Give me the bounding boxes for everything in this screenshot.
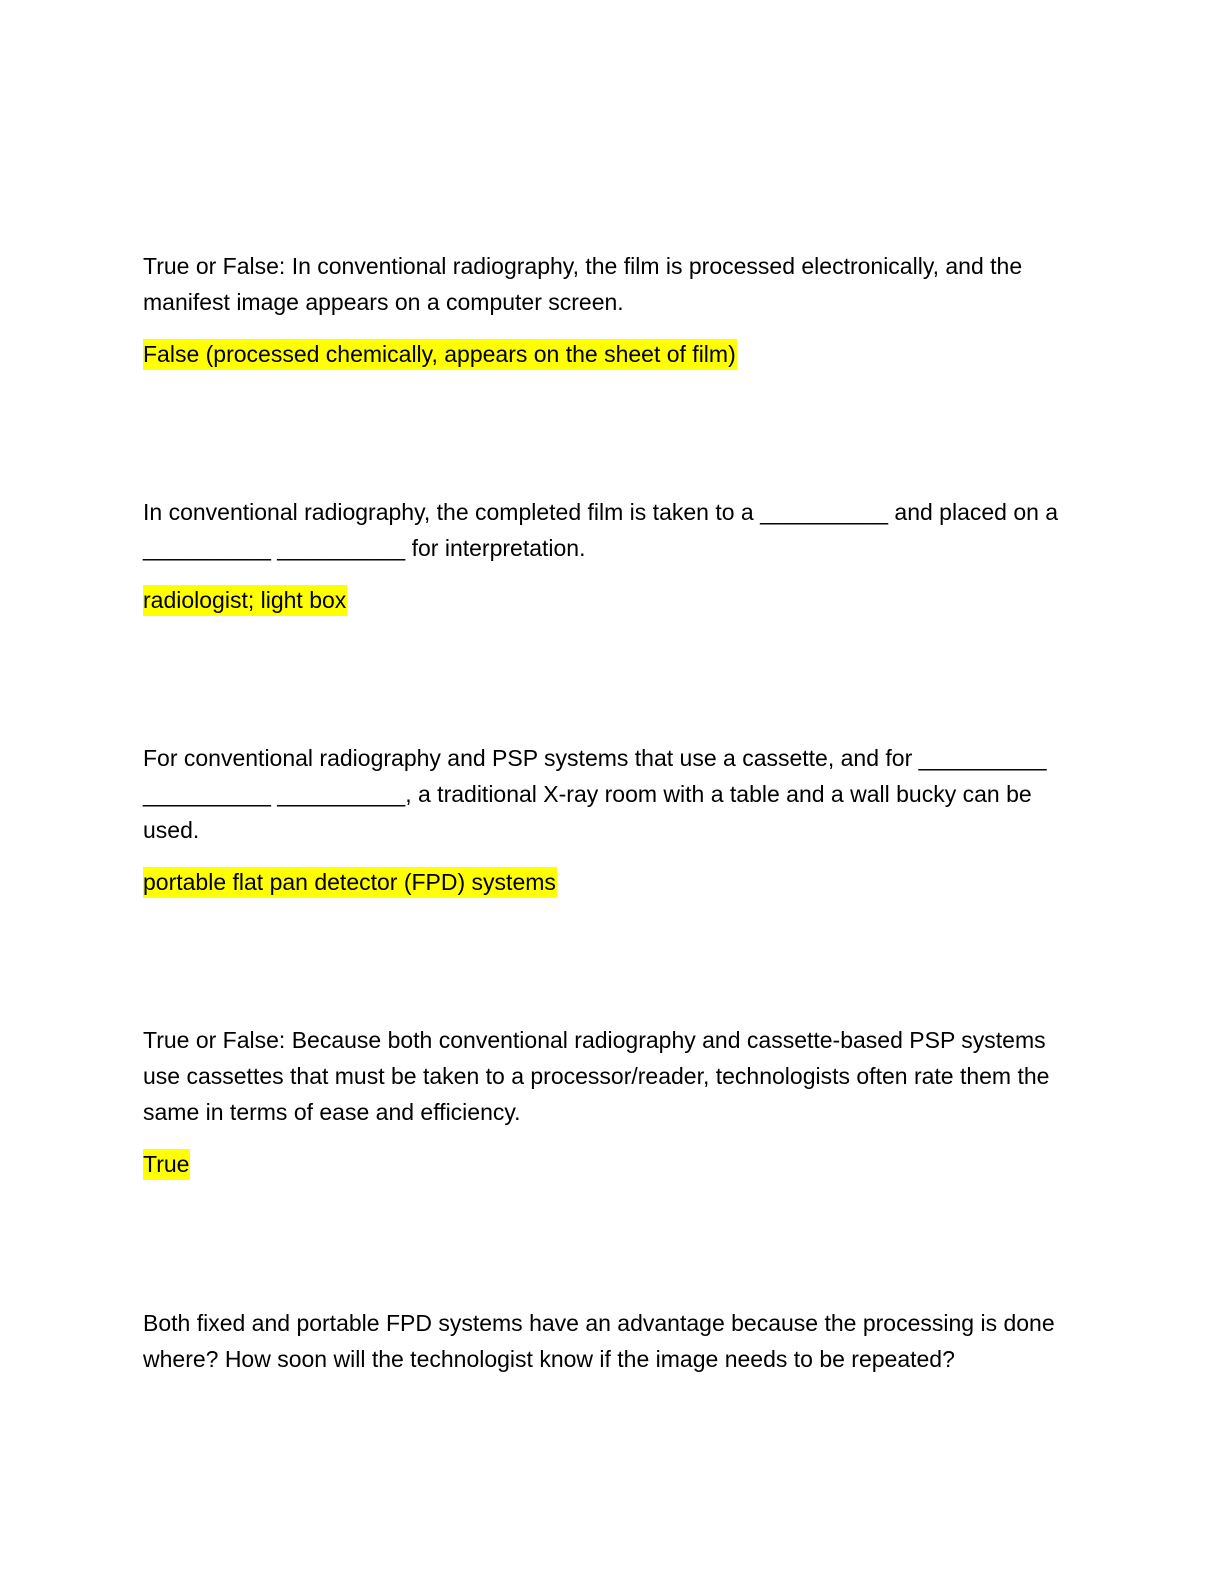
question-text: For conventional radiography and PSP systems that use a cassette, and for __________ __________ __________, a traditional X-ray room with a table and a wall bucky can be used. bbox=[143, 745, 1047, 843]
answer-line bbox=[143, 582, 1083, 618]
answer-line bbox=[143, 864, 1083, 900]
highlighted-answer: portable flat pan detector (FPD) systems bbox=[143, 867, 557, 898]
answer-line bbox=[143, 336, 1083, 372]
question-block-3 bbox=[143, 740, 1083, 900]
question-block-1 bbox=[143, 248, 1083, 372]
highlighted-answer: True bbox=[143, 1149, 190, 1180]
question-text: Both fixed and portable FPD systems have an advantage because the processing is done where? How soon will the technologist know if the image needs to be repeated? bbox=[143, 1310, 1055, 1372]
highlighted-answer: False (processed chemically, appears on the sheet of film) bbox=[143, 339, 737, 370]
question-block-2 bbox=[143, 494, 1083, 618]
question-text: In conventional radiography, the completed film is taken to a __________ and placed on a __________ __________ for interpretation. bbox=[143, 499, 1059, 561]
answer-line bbox=[143, 1146, 1083, 1182]
question-text: True or False: In conventional radiography, the film is processed electronically, and the manifest image appears on a computer screen. bbox=[143, 253, 1023, 315]
question-text: True or False: Because both conventional radiography and cassette-based PSP systems use cassettes that must be taken to a processor/reader, technologists often rate them the same in terms of ease and efficiency. bbox=[143, 1027, 1050, 1125]
question-block-5 bbox=[143, 1305, 1083, 1377]
question-block-4 bbox=[143, 1022, 1083, 1182]
highlighted-answer: radiologist; light box bbox=[143, 585, 347, 616]
